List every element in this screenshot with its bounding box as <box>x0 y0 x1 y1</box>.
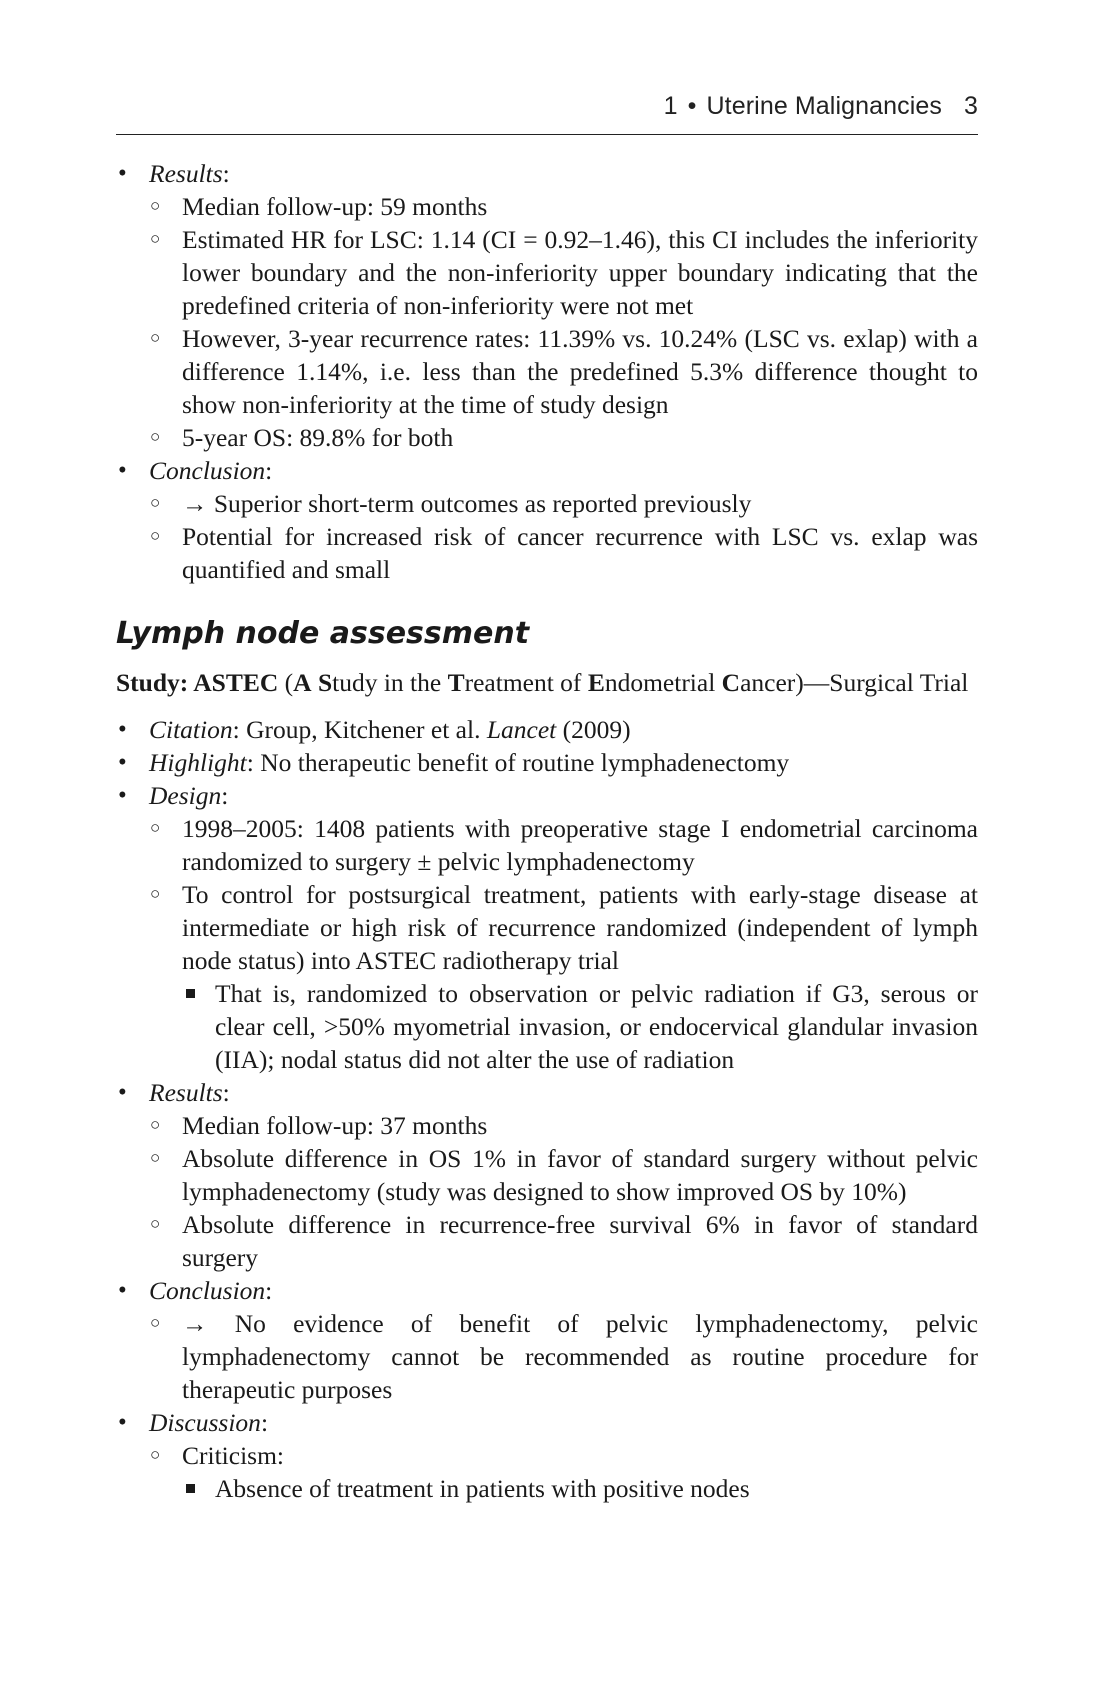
study-heading <box>116 666 978 699</box>
highlight-text: No therapeutic benefit of routine lymphadenectomy <box>253 748 790 777</box>
sub-list <box>149 1307 978 1406</box>
list-item <box>149 878 978 1076</box>
list-item <box>149 1439 978 1505</box>
bullet-label: Results <box>149 159 223 188</box>
bullet-design <box>116 779 978 1076</box>
journal-name: Lancet <box>486 715 557 744</box>
label-colon: : <box>246 748 254 777</box>
sub-list <box>149 1109 978 1274</box>
sub-list <box>149 190 978 454</box>
bullet-conclusion <box>116 1274 978 1406</box>
study-text: ( <box>278 668 294 697</box>
list-item: ○ → No evidence of benefit of pelvic lymphadenectomy, pelvic lymphadenectomy cannot be recommended as routine procedure for therapeutic purposes <box>149 1307 978 1406</box>
page-number: 3 <box>963 92 978 120</box>
bullet-label: Highlight <box>149 748 247 777</box>
list-item-text: To control for postsurgical treatment, patients with early-stage disease at intermediate or high risk of recurrence randomized (independent of lymph node status) into ASTEC radiotherapy trial <box>182 880 978 975</box>
chapter-number: 1 <box>663 92 678 120</box>
study-bullet-list <box>116 713 978 1505</box>
page-content <box>116 157 978 1505</box>
label-colon: : <box>221 781 229 810</box>
sub-list <box>149 1439 978 1505</box>
label-colon: : <box>265 1276 273 1305</box>
chapter-title: Uterine Malignancies <box>706 92 942 120</box>
list-item-text: Criticism: <box>182 1441 284 1470</box>
study-prefix: Study: ASTEC <box>116 668 279 697</box>
bullet-conclusion <box>116 454 978 586</box>
label-colon: : <box>260 1408 269 1437</box>
label-colon: : <box>265 456 273 485</box>
bullet-label: Conclusion <box>149 1276 266 1305</box>
sub-list <box>149 812 978 1076</box>
label-colon: : <box>232 715 240 744</box>
acronym-letter: C <box>721 668 741 697</box>
study-text: reatment of <box>464 668 588 697</box>
list-item: ○ Median follow-up: 59 months <box>149 190 978 223</box>
bullet-highlight <box>116 746 978 779</box>
bullet-results <box>116 1076 978 1274</box>
section-title: Lymph node assessment <box>116 616 530 651</box>
citation-year: (2009) <box>556 715 631 744</box>
acronym-letter: E <box>587 668 605 697</box>
study-text: ndometrial <box>604 668 722 697</box>
sub-list <box>149 487 978 586</box>
list-item: ○ Estimated HR for LSC: 1.14 (CI = 0.92–1.46), this CI includes the inferiority lower boundary and the non-inferiority upper boundary indicating that the predefined criteria of non-inferiority were not met <box>149 223 978 322</box>
header-separator: • <box>687 92 697 120</box>
bullet-label: Conclusion <box>149 456 266 485</box>
study-text: ancer)—Surgical Trial <box>740 668 969 697</box>
bullet-label: Citation <box>149 715 233 744</box>
list-item: ○ Median follow-up: 37 months <box>149 1109 978 1142</box>
bullet-discussion <box>116 1406 978 1505</box>
bullet-label: Discussion <box>149 1408 261 1437</box>
list-item: ○ However, 3-year recurrence rates: 11.39% vs. 10.24% (LSC vs. exlap) with a difference 1.14%, i.e. less than the predefined 5.3% difference thought to show non-inferiority at the time of study design <box>149 322 978 421</box>
acronym-letter: T <box>447 668 465 697</box>
acronym-letter: A <box>293 668 312 697</box>
citation-text: Group, Kitchener et al. <box>239 715 487 744</box>
list-item: That is, randomized to observation or pelvic radiation if G3, serous or clear cell, >50% myometrial invasion, or endocervical glandular invasion (IIA); nodal status did not alter the use of radiation <box>182 977 978 1076</box>
sub-sub-list <box>182 977 978 1076</box>
list-item: Absence of treatment in patients with positive nodes <box>182 1472 978 1505</box>
acronym-letter: S <box>317 668 333 697</box>
study-text: tudy in the <box>332 668 448 697</box>
list-item: ○ → Superior short-term outcomes as reported previously <box>149 487 978 520</box>
bullet-results <box>116 157 978 454</box>
list-item: ○ Absolute difference in recurrence-free survival 6% in favor of standard surgery <box>149 1208 978 1274</box>
bullet-citation <box>116 713 978 746</box>
running-head <box>116 92 978 135</box>
bullet-label: Design <box>149 781 222 810</box>
list-item: ○ Absolute difference in OS 1% in favor of standard surgery without pelvic lymphadenectomy (study was designed to show improved OS by 10%) <box>149 1142 978 1208</box>
bullet-label: Results <box>149 1078 223 1107</box>
label-colon: : <box>222 159 230 188</box>
list-item: ○ 1998–2005: 1408 patients with preoperative stage I endometrial carcinoma randomized to surgery ± pelvic lymphadenectomy <box>149 812 978 878</box>
list-item: ○ Potential for increased risk of cancer recurrence with LSC vs. exlap was quantified and small <box>149 520 978 586</box>
label-colon: : <box>222 1078 230 1107</box>
top-bullet-list <box>116 157 978 586</box>
sub-sub-list <box>182 1472 978 1505</box>
list-item: ○ 5-year OS: 89.8% for both <box>149 421 978 454</box>
